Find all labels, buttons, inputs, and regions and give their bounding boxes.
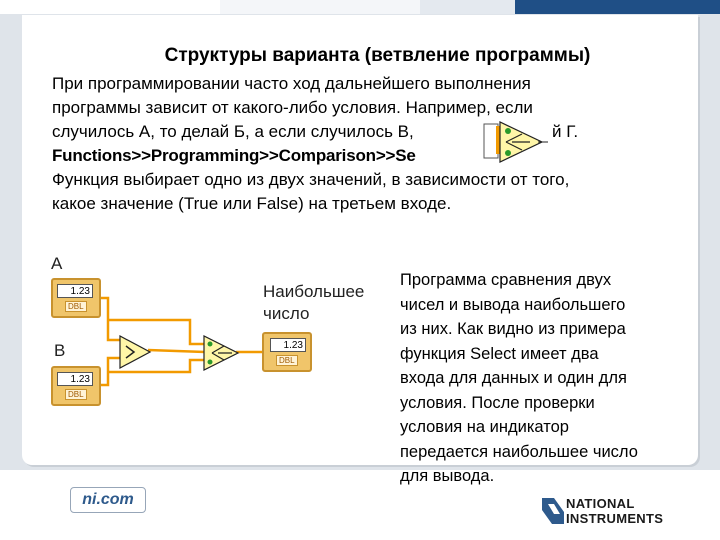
control-b-value: 1.23 — [57, 372, 93, 386]
select-node-icon — [202, 334, 240, 372]
explanation-line: условия на индикатор — [400, 418, 569, 436]
intro-line-3-tail: й Г. — [552, 122, 579, 141]
greater-than-node-icon — [118, 334, 152, 370]
indicator-label-line2: число — [263, 304, 310, 323]
brand-line-1: NATIONAL — [566, 496, 635, 511]
explanation-text — [400, 268, 700, 489]
functions-path: Functions>>Programming>>Comparison>>Se — [52, 146, 416, 165]
intro-line-1: При программировании часто ход дальнейшего выполнения — [52, 74, 531, 93]
explanation-line: передается наибольшее число — [400, 442, 638, 461]
explanation-line: из них. Как видно из примера — [400, 320, 626, 338]
brand-line-2: INSTRUMENTS — [566, 511, 664, 526]
label-b: В — [54, 341, 66, 360]
explanation-line: условия. После проверки — [400, 393, 595, 412]
slide-title: Структуры варианта (ветвление программы) — [164, 45, 591, 66]
control-a[interactable] — [51, 278, 101, 318]
label-a: А — [51, 254, 63, 273]
explanation-line: для вывода. — [400, 467, 495, 485]
intro-line-2: программы зависит от какого-либо условия. Например, если — [52, 98, 533, 117]
control-a-value: 1.23 — [57, 284, 93, 298]
explanation-line: чисел и вывода наибольшего — [400, 295, 626, 314]
ni-com-logo[interactable]: ni.com — [70, 487, 146, 513]
control-b-dtype: DBL — [65, 389, 87, 400]
brand-name — [566, 496, 663, 526]
indicator-max-dtype: DBL — [276, 355, 298, 366]
intro-line-3: случилось А, то делай Б, а если случилось В, — [52, 122, 414, 141]
explanation-line: Программа сравнения двух — [400, 271, 612, 289]
explanation-line: входа для данных и один для — [400, 369, 627, 387]
explanation-line: функция Select имеет два — [400, 344, 599, 363]
national-instruments-logo-icon — [540, 494, 566, 528]
intro-line-5: Функция выбирает одно из двух значений, в зависимости от того, — [52, 170, 570, 189]
indicator-label-line1: Наибольшее — [263, 282, 365, 301]
intro-line-6: какое значение (True или False) на третьем входе. — [52, 194, 452, 213]
control-a-dtype: DBL — [65, 301, 87, 312]
indicator-max-value: 1.23 — [270, 338, 306, 352]
indicator-max — [262, 332, 312, 372]
control-b[interactable] — [51, 366, 101, 406]
